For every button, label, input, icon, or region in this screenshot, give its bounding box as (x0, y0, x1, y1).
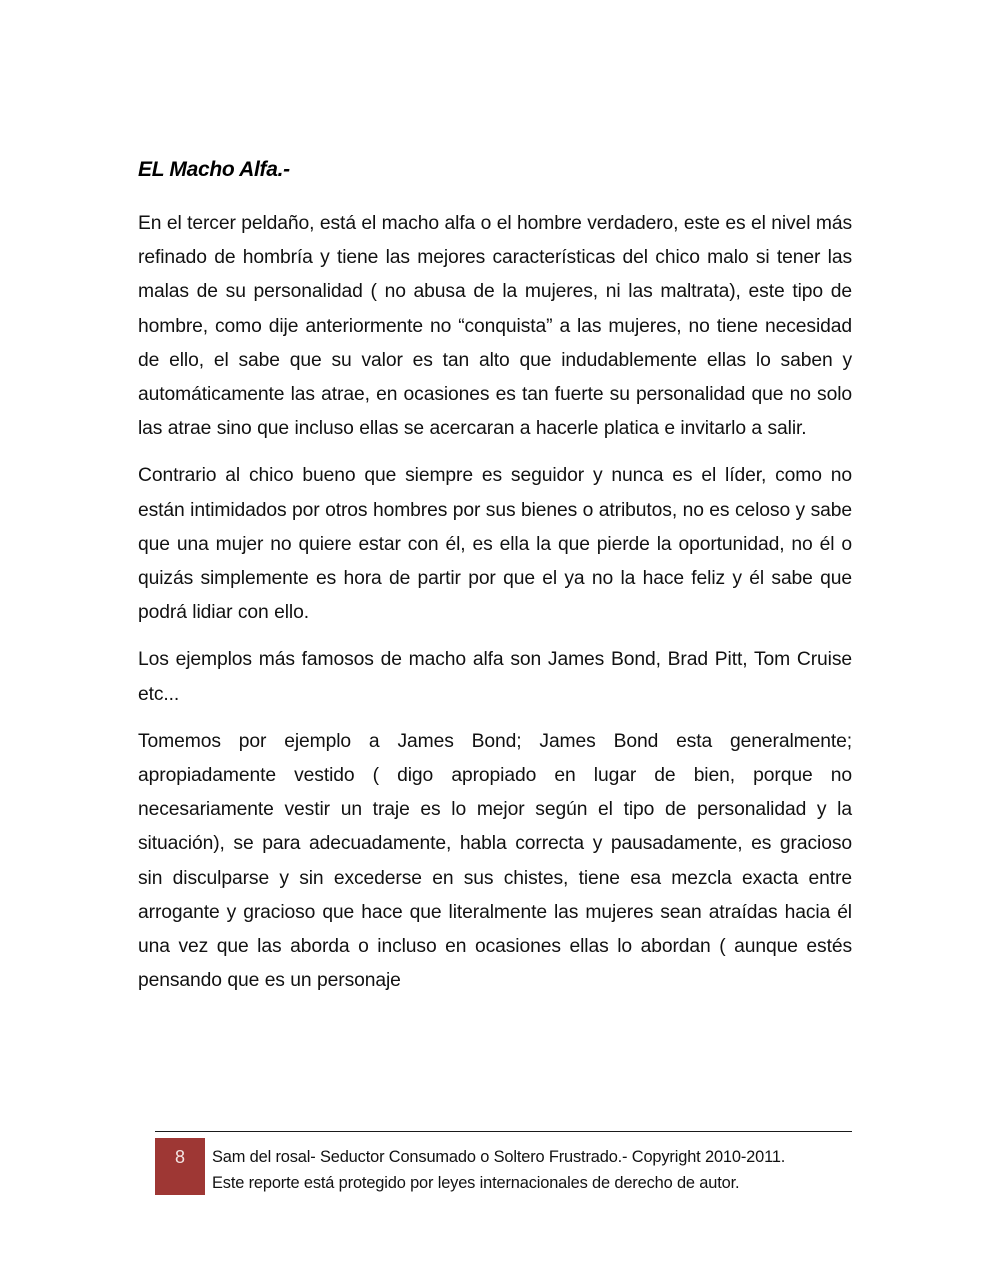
body-paragraph-4: Tomemos por ejemplo a James Bond; James Bond esta generalmente; apropiadamente vestido ( digo apropiado en lugar de bien, porque no necesariamente vestir un traje es lo mejor según el tipo de personalidad y la situación), se para adecuadamente, habla correcta y pausadamente, es gracioso sin disculparse y sin excederse en sus chistes, tiene esa mezcla exacta entre arrogante y gracioso que hace que literalmente las mujeres sean atraídas hacia él una vez que las aborda o incluso en ocasiones ellas lo abordan ( aunque estés pensando que es un personaje (138, 730, 852, 992)
body-paragraph-1: En el tercer peldaño, está el macho alfa o el hombre verdadero, este es el nivel más refinado de hombría y tiene las mejores características del chico malo si tener las malas de su personalidad ( no abusa de la mujeres, ni las maltrata), este tipo de hombre, como dije anteriormente no “conquista” a las mujeres, no tiene necesidad de ello, el sabe que su valor es tan alto que indudablemente ellas lo saben y automáticamente las atrae, en ocasiones es tan fuerte su personalidad que no solo las atrae sino que incluso ellas se acercaran a hacerle platica e invitarlo a salir. (138, 213, 852, 440)
page-number-badge (155, 1138, 205, 1195)
footer-copyright-line: Sam del rosal- Seductor Consumado o Soltero Frustrado.- Copyright 2010-2011. (212, 1148, 786, 1166)
section-heading: EL Macho Alfa.- (138, 158, 290, 181)
page-number-label: 8 (174, 1147, 185, 1167)
footer-text-block (212, 1144, 852, 1196)
body-paragraph-3: Los ejemplos más famosos de macho alfa son James Bond, Brad Pitt, Tom Cruise etc... (138, 649, 852, 705)
page-content (138, 155, 852, 998)
body-paragraph-2: Contrario al chico bueno que siempre es seguidor y nunca es el líder, como no están intimidados por otros hombres por sus bienes o atributos, no es celoso y sabe que una mujer no quiere estar con él, es ella la que pierde la oportunidad, no él o quizás simplemente es hora de partir por que el ya no la hace feliz y él sabe que podrá lidiar con ello. (138, 465, 852, 624)
footer-divider (155, 1131, 852, 1132)
footer-content (138, 1138, 852, 1208)
footer-legal-line: Este reporte está protegido por leyes internacionales de derecho de autor. (212, 1174, 740, 1192)
